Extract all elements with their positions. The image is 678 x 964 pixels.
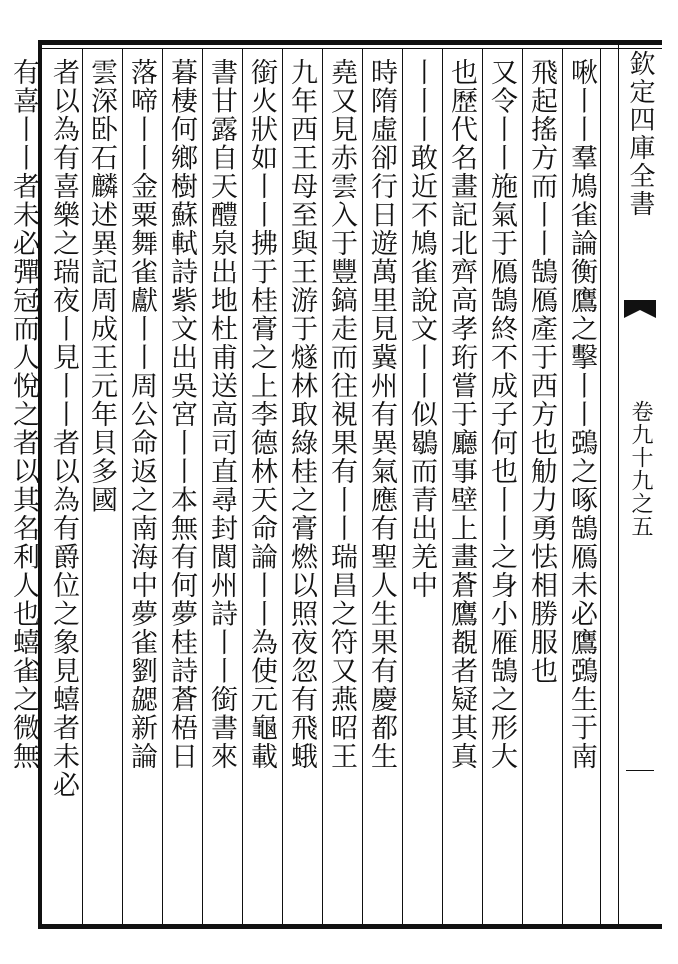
column-text: 者以為有喜樂之瑞夜丨見丨丨者以為有爵位之象見蟢者未必 [48,58,79,799]
column-text: 堯又見赤雲入于豐鎬走而往視果有丨丨瑞昌之符又燕昭王 [326,58,357,771]
column-text: 啾丨丨羣鳩雀論衡鷹之擊丨丨鵶之啄鵠鴈未必鷹鵶生于南 [566,58,597,771]
column-text: 書甘露自天醴泉出地杜甫送高司直尋封閬州詩丨丨銜書來 [206,58,237,771]
text-column [561,58,601,920]
margin-book-title: 欽定四庫全書 [625,50,655,218]
column-text: 暮棲何鄉樹蘇軾詩紫文出吳宮丨丨本無有何夢桂詩蒼梧日 [166,58,197,771]
text-column [3,58,43,920]
text-column [43,58,83,920]
text-column [481,58,521,920]
text-column [401,58,441,920]
margin-volume-cell [622,400,658,600]
text-column [321,58,361,920]
margin-book-title-cell [622,50,658,290]
column-text: 九年西王母至與王游于燧林取綠桂之膏燃以照夜忽有飛蛾 [286,58,317,771]
column-text: 雲深卧石麟述異記周成王元年貝多國 [86,58,117,514]
text-column [281,58,321,920]
frame-top-inner-rule [38,48,662,49]
margin-divider-rule [618,40,619,929]
text-column [361,58,401,920]
column-text: 也歷代名畫記北齊高孝珩嘗于廳事壁上畫蒼鷹覩者疑其真 [446,58,477,771]
text-column [201,58,241,920]
column-text: 又令丨丨施氣于鴈鵠終不成子何也丨丨之身小雁鵠之形大 [486,58,517,771]
margin-volume: 卷九十九之五 [628,400,653,538]
frame-top-rule [38,40,662,45]
text-column [161,58,201,920]
text-column [81,58,121,920]
margin-short-rule [626,770,654,771]
column-text: 銜火狀如丨丨拂于桂膏之上李德林天命論丨丨為使元龜載 [246,58,277,771]
text-column [121,58,161,920]
column-text: 有喜丨丨者未必彈冠而人悅之者以其名利人也蟢雀之微無 [8,58,39,771]
text-column [521,58,561,920]
column-text: 飛起搖方而丨丨鵠鴈產于西方也觔力勇怯相勝服也 [526,58,557,685]
column-text: 落啼丨丨金粟舞雀獻丨丨周公命返之南海中夢雀劉勰新論 [126,58,157,771]
text-column [441,58,481,920]
text-column [241,58,281,920]
fish-tail-ornament-icon [622,298,658,320]
column-text: 時隋虛卻行日遊萬里見冀州有異氣應有聖人生果有慶都生 [366,58,397,771]
column-text: 丨丨丨敢近不鳩雀說文丨丨似鶡而青出羌中 [406,58,437,600]
frame-bottom-rule [38,924,662,929]
